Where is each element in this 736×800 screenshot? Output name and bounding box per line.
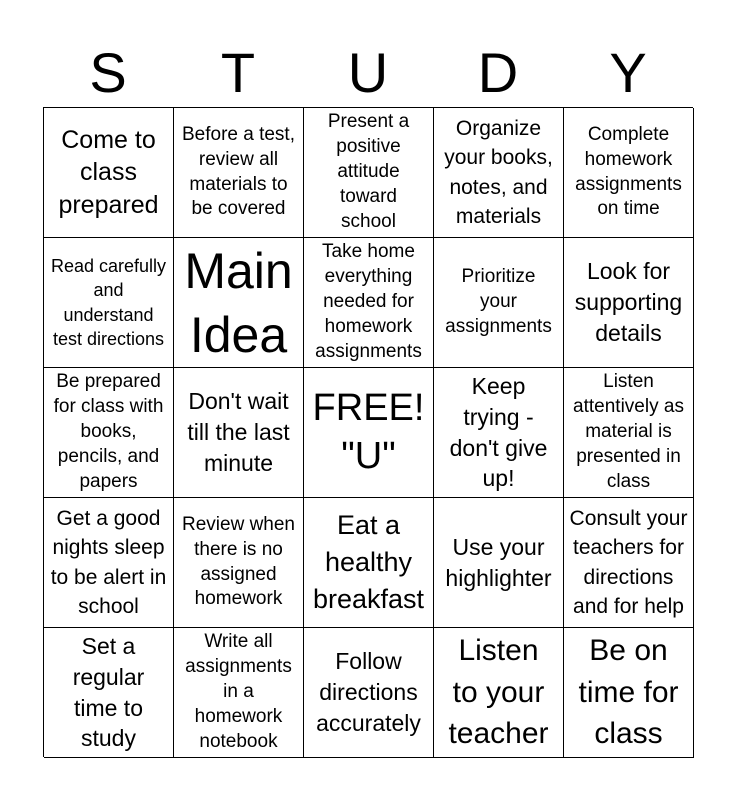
cell-text: Look for supporting details	[574, 258, 683, 346]
bingo-cell	[44, 498, 174, 628]
bingo-cell	[44, 368, 174, 498]
bingo-cell	[564, 238, 694, 368]
cell-text: Listen attentively as material is presented in class	[573, 371, 684, 492]
cell-text: Present a positive attitude toward school	[327, 111, 410, 232]
bingo-cell	[174, 628, 304, 758]
bingo-cell	[434, 368, 564, 498]
bingo-cell	[304, 498, 434, 628]
bingo-cell	[44, 108, 174, 238]
bingo-cell	[434, 628, 564, 758]
bingo-cell	[174, 108, 304, 238]
cell-text: Set a regular time to study	[72, 632, 145, 752]
cell-text: Review when there is no assigned homework	[182, 513, 295, 610]
header-letter-d: D	[477, 41, 519, 104]
bingo-cell	[174, 498, 304, 628]
bingo-cell	[564, 108, 694, 238]
bingo-cell	[434, 498, 564, 628]
cell-text: Get a good nights sleep to be alert in school	[50, 507, 167, 618]
cell-text: Consult your teachers for directions and for help	[569, 507, 688, 618]
cell-text: Follow directions accurately	[316, 648, 421, 736]
cell-text: Take home everything needed for homework assignments	[315, 241, 422, 362]
cell-text: Be prepared for class with books, pencils, and papers	[53, 371, 164, 492]
free-space-cell	[304, 368, 434, 498]
bingo-cell	[174, 368, 304, 498]
bingo-cell	[44, 238, 174, 368]
header-letter-t: T	[220, 41, 256, 104]
bingo-header	[43, 40, 693, 106]
bingo-cell	[564, 368, 694, 498]
cell-text: Organize your books, notes, and materials	[444, 117, 553, 228]
bingo-cell	[304, 238, 434, 368]
cell-text: Write all assignments in a homework notebook	[185, 631, 292, 752]
bingo-cell	[44, 628, 174, 758]
cell-text: Be on time for class	[578, 634, 679, 751]
bingo-cell	[434, 108, 564, 238]
cell-text: Main Idea	[184, 242, 293, 363]
cell-text: Prioritize your assignments	[445, 266, 552, 337]
bingo-cell	[304, 628, 434, 758]
bingo-cell	[434, 238, 564, 368]
free-space-text: FREE! "U"	[312, 386, 425, 477]
bingo-cell	[564, 498, 694, 628]
bingo-cell	[174, 238, 304, 368]
bingo-cell	[304, 108, 434, 238]
cell-text: Don't wait till the last minute	[187, 388, 290, 476]
cell-text: Use your highlighter	[445, 533, 552, 591]
cell-text: Eat a healthy breakfast	[312, 509, 425, 615]
cell-text: Read carefully and understand test directions	[50, 255, 167, 349]
bingo-board	[43, 107, 693, 757]
header-letter-y: Y	[609, 41, 647, 104]
bingo-cell	[564, 628, 694, 758]
cell-text: Keep trying - don't give up!	[449, 372, 548, 492]
header-letter-u: U	[347, 41, 389, 104]
cell-text: Before a test, review all materials to be covered	[181, 123, 295, 220]
cell-text: Complete homework assignments on time	[575, 123, 682, 220]
cell-text: Come to class prepared	[58, 126, 159, 219]
cell-text: Listen to your teacher	[448, 634, 549, 751]
header-letter-s: S	[89, 41, 127, 104]
